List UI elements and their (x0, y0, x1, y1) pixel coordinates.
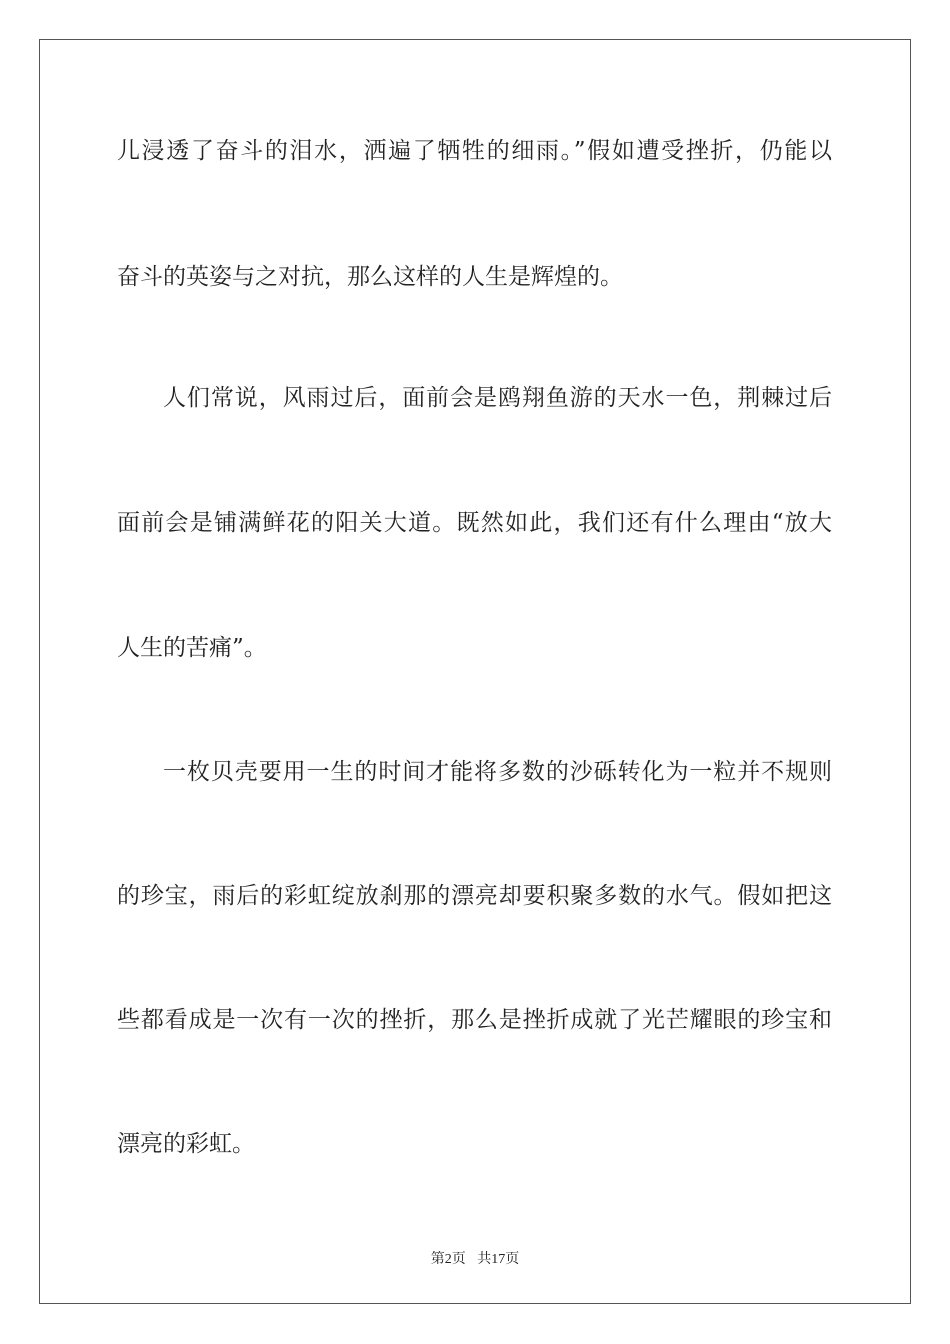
paragraph-3-line-3: 些都看成是一次有一次的挫折，那么是挫折成就了光芒耀眼的珍宝和 (117, 1007, 832, 1033)
paragraph-1-line-2: 奋斗的英姿与之对抗，那么这样的人生是辉煌的。 (117, 264, 623, 290)
paragraph-3-line-1: 一枚贝壳要用一生的时间才能将多数的沙砾转化为一粒并不规则 (163, 759, 832, 785)
paragraph-3-line-4: 漂亮的彩虹。 (117, 1131, 255, 1157)
page-border (39, 39, 911, 1304)
paragraph-2-line-2: 面前会是铺满鲜花的阳关大道。既然如此，我们还有什么理由“放大 (117, 510, 832, 536)
paragraph-3-line-2: 的珍宝，雨后的彩虹绽放刹那的漂亮却要积聚多数的水气。假如把这 (117, 883, 832, 909)
page-number: 第2页 (430, 1252, 466, 1267)
paragraph-2-line-3: 人生的苦痛”。 (117, 635, 267, 661)
total-pages: 共17页 (477, 1252, 520, 1267)
paragraph-1-line-1: 儿浸透了奋斗的泪水，洒遍了牺牲的细雨。”假如遭受挫折，仍能以 (117, 138, 832, 164)
paragraph-2-line-1: 人们常说，风雨过后，面前会是鸥翔鱼游的天水一色，荆棘过后 (163, 385, 832, 411)
page-footer (0, 1248, 950, 1268)
